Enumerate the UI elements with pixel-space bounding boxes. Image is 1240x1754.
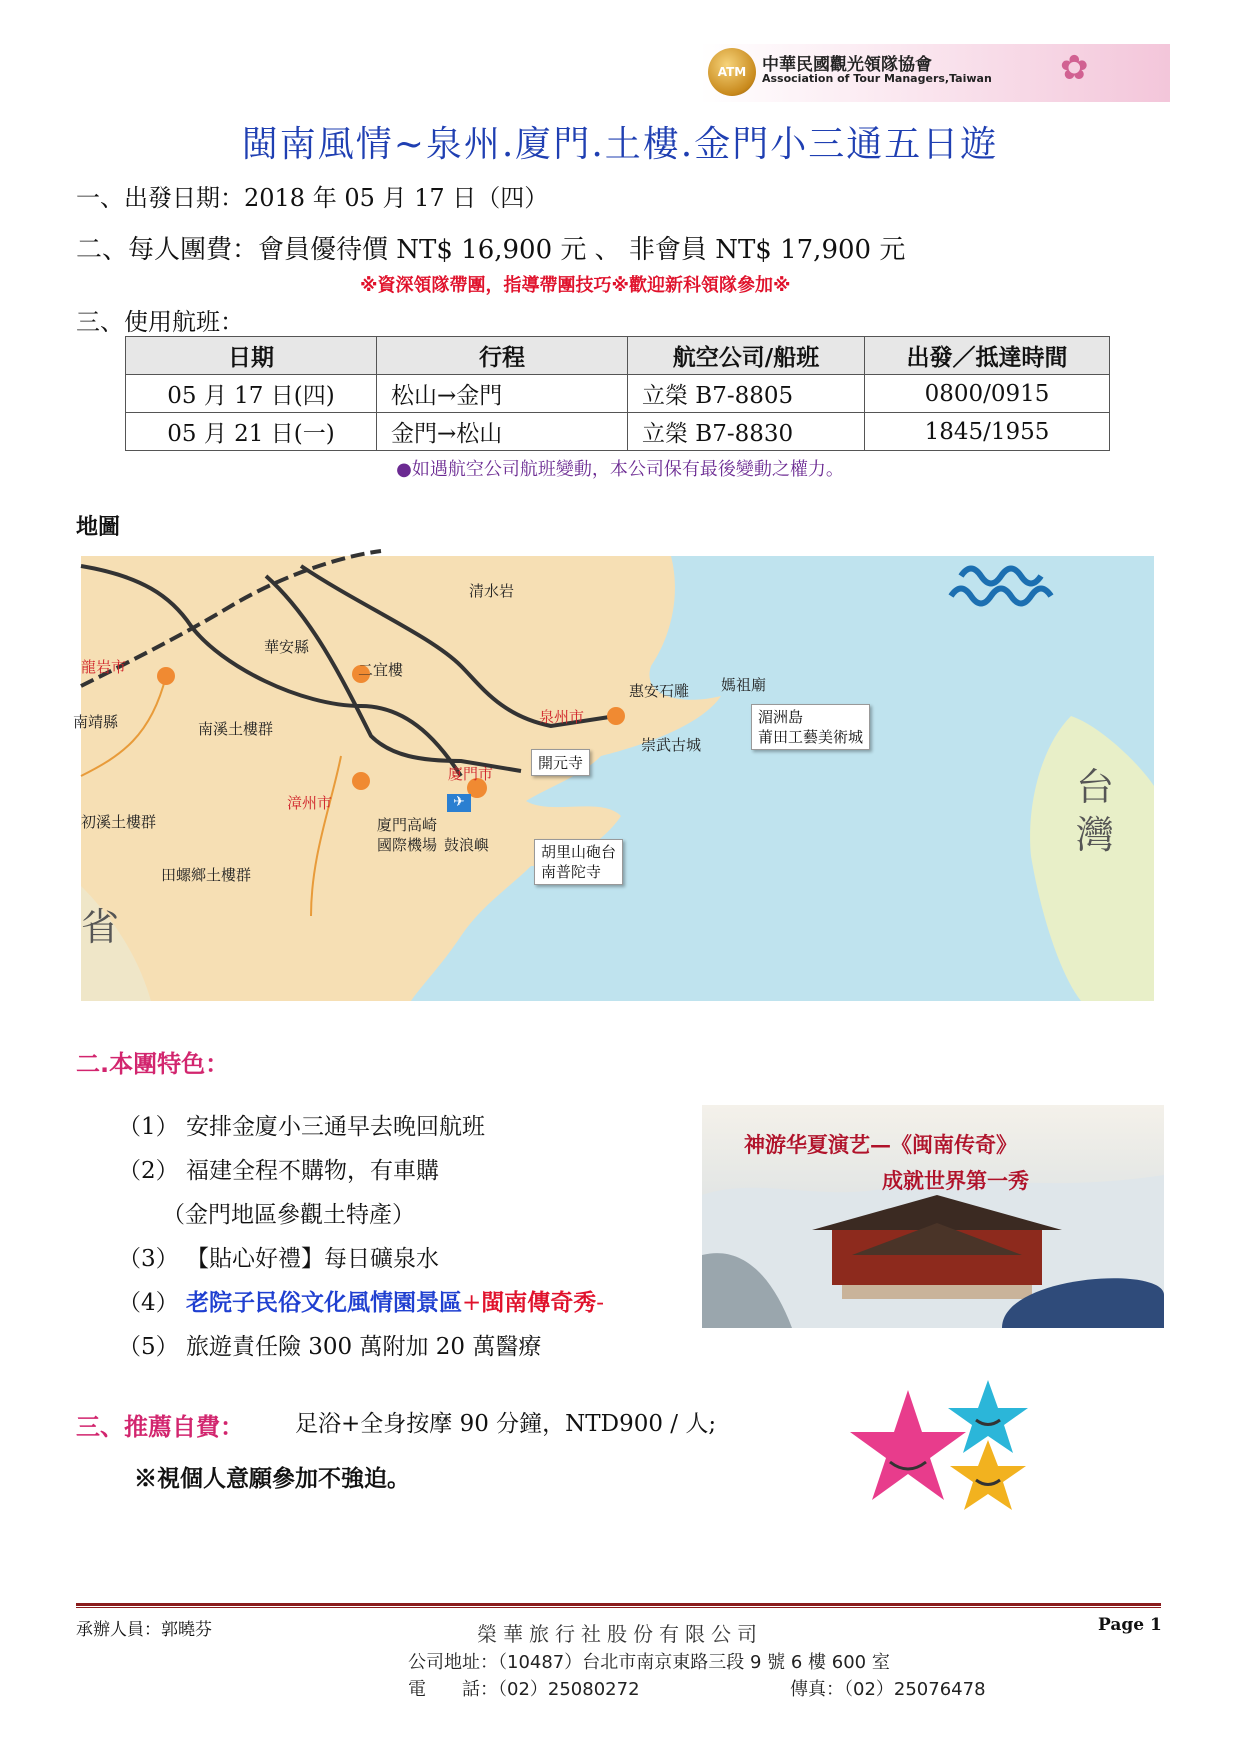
optional-note: ※視個人意願參加不強迫。 [134, 1465, 410, 1492]
org-name-en: Association of Tour Managers,Taiwan [762, 72, 992, 85]
feature-item-3: （3） 【貼心好禮】每日礦泉水 [118, 1246, 439, 1272]
cell-date: 05 月 17 日(四) [126, 375, 377, 413]
feature-item-1: （1） 安排金廈小三通早去晚回航班 [118, 1114, 485, 1140]
feature-item-4-dash: - [596, 1290, 605, 1316]
feature-item-4-prefix: （4） [118, 1290, 186, 1316]
map-label-province: 省 [81, 905, 120, 949]
tour-fee: 二、每人團費：會員優待價 NT$ 16,900 元 、 非會員 NT$ 17,900 元 [76, 235, 906, 265]
optional-text: 足浴+全身按摩 90 分鐘，NTD900 / 人; [295, 1411, 717, 1437]
page-title: 閩南風情~泉州.廈門.土樓.金門小三通五日遊 [241, 124, 999, 165]
map-label-mazu: 媽祖廟 [721, 676, 767, 694]
map-label-airport-1: 廈門高崎 [377, 816, 438, 834]
feature-item-5: （5） 旅遊責任險 300 萬附加 20 萬醫療 [118, 1334, 542, 1360]
show-banner-image [702, 1105, 1164, 1328]
map-background [81, 556, 1154, 1001]
cell-time: 0800/0915 [865, 375, 1110, 413]
feature-item-4 [118, 1284, 604, 1317]
col-header-time: 出發／抵達時間 [865, 337, 1110, 375]
cell-route: 松山→金門 [377, 375, 628, 413]
cell-date: 05 月 21 日(一) [126, 413, 377, 451]
map-label-longyan: 龍岩市 [81, 658, 127, 676]
map-label-nanxi: 南溪土樓群 [198, 720, 274, 738]
cell-carrier: 立榮 B7-8805 [628, 375, 865, 413]
map-label-hulishan-nanputuo [534, 839, 623, 885]
col-header-route: 行程 [377, 337, 628, 375]
footer-address: 公司地址：（10487）台北市南京東路三段 9 號 6 樓 600 室 [408, 1652, 890, 1673]
map-label-meizhou-putian [751, 704, 870, 750]
show-banner-line-2: 成就世界第一秀 [882, 1168, 1029, 1193]
map-label-huaan: 華安縣 [264, 638, 310, 656]
map-label-meizhou: 湄洲島 [758, 708, 804, 726]
map-label-gulangyu: 鼓浪嶼 [444, 836, 490, 854]
blossom-icon: ✿ [1060, 48, 1089, 88]
route-map [73, 556, 1154, 1001]
footer-phone: 電 話：（02）25080272 [408, 1679, 640, 1700]
table-row [126, 375, 1110, 413]
map-label-kaiyuan: 開元寺 [531, 749, 590, 776]
footer-divider-thin [76, 1607, 1161, 1608]
map-label-xiamen: 廈門市 [448, 765, 494, 783]
features-title: 二.本團特色： [76, 1050, 230, 1078]
feature-item-2-note: （金門地區參觀土特產） [162, 1202, 415, 1228]
optional-title: 三、推薦自費： [76, 1413, 244, 1441]
col-header-carrier: 航空公司/船班 [628, 337, 865, 375]
map-label-tianluokeng: 田螺鄉土樓群 [161, 866, 252, 884]
page-number: Page 1 [1098, 1615, 1162, 1635]
map-label-putian: 莆田工藝美術城 [758, 728, 864, 746]
map-label-chuxi: 初溪土樓群 [81, 813, 157, 831]
footer-contact: 承辦人員：郭曉芬 [76, 1620, 212, 1640]
flight-note: ●如遇航空公司航班變動，本公司保有最後變動之權力。 [396, 459, 844, 480]
col-header-date: 日期 [126, 337, 377, 375]
cell-route: 金門→松山 [377, 413, 628, 451]
airport-icon: ✈ [447, 794, 471, 812]
map-label-hulishan: 胡里山砲台 [541, 843, 617, 861]
map-label-zhangzhou: 漳州市 [287, 794, 333, 812]
org-name-zh: 中華民國觀光領隊協會 [762, 55, 932, 75]
map-label-taiwan-1: 台 [1076, 765, 1115, 809]
table-header-row [126, 337, 1110, 375]
show-banner-line-1: 神游华夏演艺—《闽南传奇》 [744, 1132, 1017, 1157]
footer-company: 榮華旅行社股份有限公司 [477, 1622, 763, 1646]
feature-item-4-blue: 老院子民俗文化風情園景區 [185, 1289, 462, 1316]
footer-divider [76, 1603, 1161, 1606]
map-label-huian: 惠安石雕 [629, 682, 690, 700]
table-row [126, 413, 1110, 451]
map-label-taiwan-2: 灣 [1076, 813, 1115, 857]
map-label-nanjing: 南靖縣 [73, 713, 119, 731]
map-label-quanzhou: 泉州市 [539, 708, 585, 726]
flights-label: 三、使用航班： [76, 308, 244, 336]
map-label-qingshuiyan: 清水岩 [469, 582, 515, 600]
footer-fax: 傳真：（02）25076478 [790, 1679, 986, 1700]
fee-note: ※資深領隊帶團，指導帶團技巧※歡迎新科領隊參加※ [360, 275, 791, 296]
flight-table [125, 336, 1110, 451]
cell-time: 1845/1955 [865, 413, 1110, 451]
smiling-stars-icon [838, 1370, 1048, 1535]
map-label-chongwu: 崇武古城 [641, 736, 702, 754]
feature-item-4-red: 閩南傳奇秀 [481, 1289, 597, 1316]
map-label-nanputuo: 南普陀寺 [541, 863, 602, 881]
association-logo [708, 48, 756, 96]
map-label: 地圖 [76, 515, 121, 540]
map-label-eryilou: 二宜樓 [358, 661, 404, 679]
feature-item-2: （2） 福建全程不購物，有車購 [118, 1158, 439, 1184]
logo-text: ATM [717, 65, 747, 79]
feature-item-4-plus: + [461, 1290, 482, 1316]
cell-carrier: 立榮 B7-8830 [628, 413, 865, 451]
departure-date: 一、出發日期：2018 年 05 月 17 日（四） [76, 184, 549, 212]
map-label-airport-2: 國際機場 [377, 836, 438, 854]
